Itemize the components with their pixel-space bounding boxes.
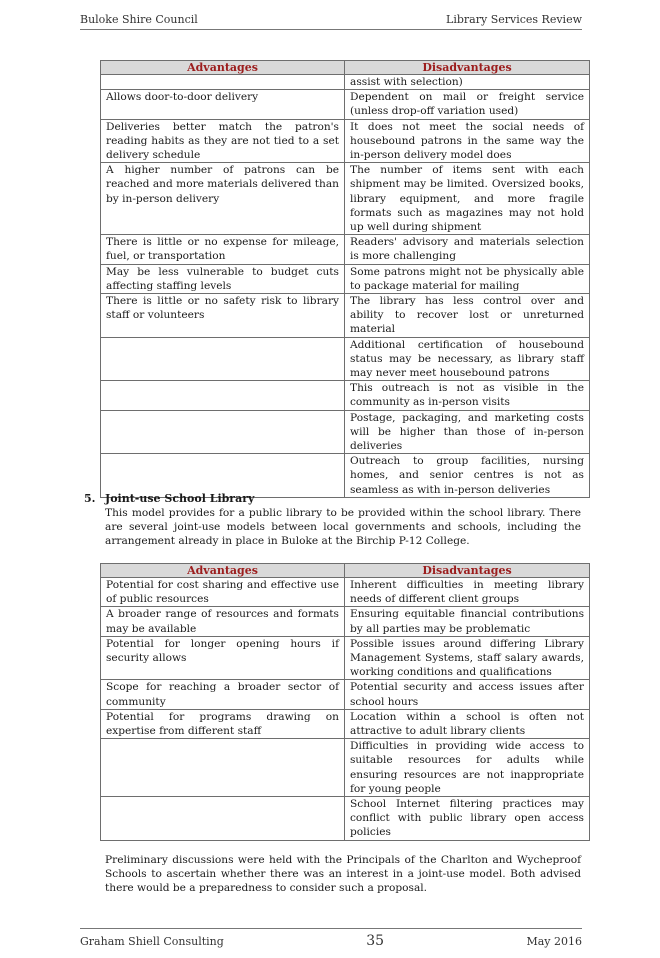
table-row bbox=[101, 294, 590, 338]
table-body bbox=[101, 578, 590, 841]
disadvantage-cell: Difficulties in providing wide access to suitable resources for adults while ensuring resources are not inappropriate for young people bbox=[345, 739, 590, 797]
disadvantages-header: Disadvantages bbox=[345, 564, 590, 578]
disadvantage-cell: Additional certification of housebound status may be necessary, as library staff may never meet housebound patrons bbox=[345, 337, 590, 381]
page-header bbox=[80, 13, 582, 30]
advantage-cell bbox=[101, 75, 345, 90]
header-organisation: Buloke Shire Council bbox=[80, 13, 198, 26]
disadvantage-cell: Potential security and access issues after school hours bbox=[345, 680, 590, 709]
footer-author: Graham Shiell Consulting bbox=[80, 935, 224, 948]
disadvantage-cell: Outreach to group facilities, nursing homes, and senior centres is not as seamless as with in-person deliveries bbox=[345, 454, 590, 498]
table-row bbox=[101, 636, 590, 680]
table-row bbox=[101, 381, 590, 410]
advantage-cell: There is little or no expense for mileage, fuel, or transportation bbox=[101, 235, 345, 264]
disadvantage-cell: Some patrons might not be physically able to package material for mailing bbox=[345, 264, 590, 293]
disadvantage-cell: Postage, packaging, and marketing costs will be higher than those of in-person deliveries bbox=[345, 410, 590, 454]
table-row bbox=[101, 578, 590, 607]
advantage-cell: Allows door-to-door delivery bbox=[101, 90, 345, 119]
table-row bbox=[101, 739, 590, 797]
advantage-cell: Potential for longer opening hours if security allows bbox=[101, 636, 345, 680]
table-row bbox=[101, 119, 590, 163]
table-header-row bbox=[101, 564, 590, 578]
advantage-cell: Potential for programs drawing on expertise from different staff bbox=[101, 709, 345, 738]
table-row bbox=[101, 709, 590, 738]
advantages-header: Advantages bbox=[101, 564, 345, 578]
advantage-cell bbox=[101, 739, 345, 797]
disadvantage-cell: Ensuring equitable financial contributions by all parties may be problematic bbox=[345, 607, 590, 636]
advantage-cell: Scope for reaching a broader sector of community bbox=[101, 680, 345, 709]
table-row bbox=[101, 264, 590, 293]
section-intro-paragraph: This model provides for a public library to be provided within the school library. There are several joint-use models between local governments and schools, including the arrangement already in place in Buloke at the Birchip P-12 College. bbox=[105, 507, 581, 548]
disadvantages-header: Disadvantages bbox=[345, 61, 590, 75]
advantage-cell: There is little or no safety risk to library staff or volunteers bbox=[101, 294, 345, 338]
table-row bbox=[101, 797, 590, 841]
table-header-row bbox=[101, 61, 590, 75]
closing-paragraph: Preliminary discussions were held with the Principals of the Charlton and Wycheproof Schools to ascertain whether there was an interest in a joint-use model. Both advised there would be a preparedness to consider such a proposal. bbox=[105, 854, 581, 895]
advantage-cell bbox=[101, 337, 345, 381]
section-title: Joint-use School Library bbox=[105, 492, 255, 505]
table-body bbox=[101, 75, 590, 498]
disadvantage-cell: Inherent difficulties in meeting library needs of different client groups bbox=[345, 578, 590, 607]
joint-use-comparison-table bbox=[100, 563, 590, 841]
section-heading bbox=[84, 492, 254, 505]
table-row bbox=[101, 607, 590, 636]
table-row bbox=[101, 337, 590, 381]
table-row bbox=[101, 680, 590, 709]
advantage-cell bbox=[101, 381, 345, 410]
disadvantage-cell: School Internet filtering practices may conflict with public library open access policies bbox=[345, 797, 590, 841]
table-row bbox=[101, 410, 590, 454]
table-row bbox=[101, 454, 590, 498]
disadvantage-cell: The library has less control over and ability to recover lost or unreturned material bbox=[345, 294, 590, 338]
delivery-model-comparison-table bbox=[100, 60, 590, 498]
footer-date: May 2016 bbox=[526, 935, 582, 948]
disadvantage-cell: assist with selection) bbox=[345, 75, 590, 90]
disadvantage-cell: Location within a school is often not attractive to adult library clients bbox=[345, 709, 590, 738]
advantage-cell bbox=[101, 797, 345, 841]
disadvantage-cell: Possible issues around differing Library Management Systems, staff salary awards, working conditions and qualifications bbox=[345, 636, 590, 680]
disadvantage-cell: Dependent on mail or freight service (unless drop-off variation used) bbox=[345, 90, 590, 119]
advantage-cell bbox=[101, 410, 345, 454]
page-number: 35 bbox=[366, 933, 385, 949]
page-footer bbox=[80, 928, 582, 949]
advantage-cell bbox=[101, 454, 345, 498]
disadvantage-cell: Readers' advisory and materials selection is more challenging bbox=[345, 235, 590, 264]
table-row bbox=[101, 163, 590, 235]
disadvantage-cell: The number of items sent with each shipment may be limited. Oversized books, library equipment, and more fragile formats such as magazines may not hold up well during shipment bbox=[345, 163, 590, 235]
table-row bbox=[101, 75, 590, 90]
disadvantage-cell: It does not meet the social needs of housebound patrons in the same way the in-person delivery model does bbox=[345, 119, 590, 163]
advantage-cell: A broader range of resources and formats may be available bbox=[101, 607, 345, 636]
advantage-cell: A higher number of patrons can be reached and more materials delivered than by in-person delivery bbox=[101, 163, 345, 235]
advantage-cell: Deliveries better match the patron's reading habits as they are not tied to a set delivery schedule bbox=[101, 119, 345, 163]
section-number: 5. bbox=[84, 492, 96, 505]
disadvantage-cell: This outreach is not as visible in the community as in-person visits bbox=[345, 381, 590, 410]
table-row bbox=[101, 90, 590, 119]
advantage-cell: Potential for cost sharing and effective use of public resources bbox=[101, 578, 345, 607]
table-row bbox=[101, 235, 590, 264]
advantage-cell: May be less vulnerable to budget cuts affecting staffing levels bbox=[101, 264, 345, 293]
header-document-title: Library Services Review bbox=[446, 13, 582, 26]
advantages-header: Advantages bbox=[101, 61, 345, 75]
